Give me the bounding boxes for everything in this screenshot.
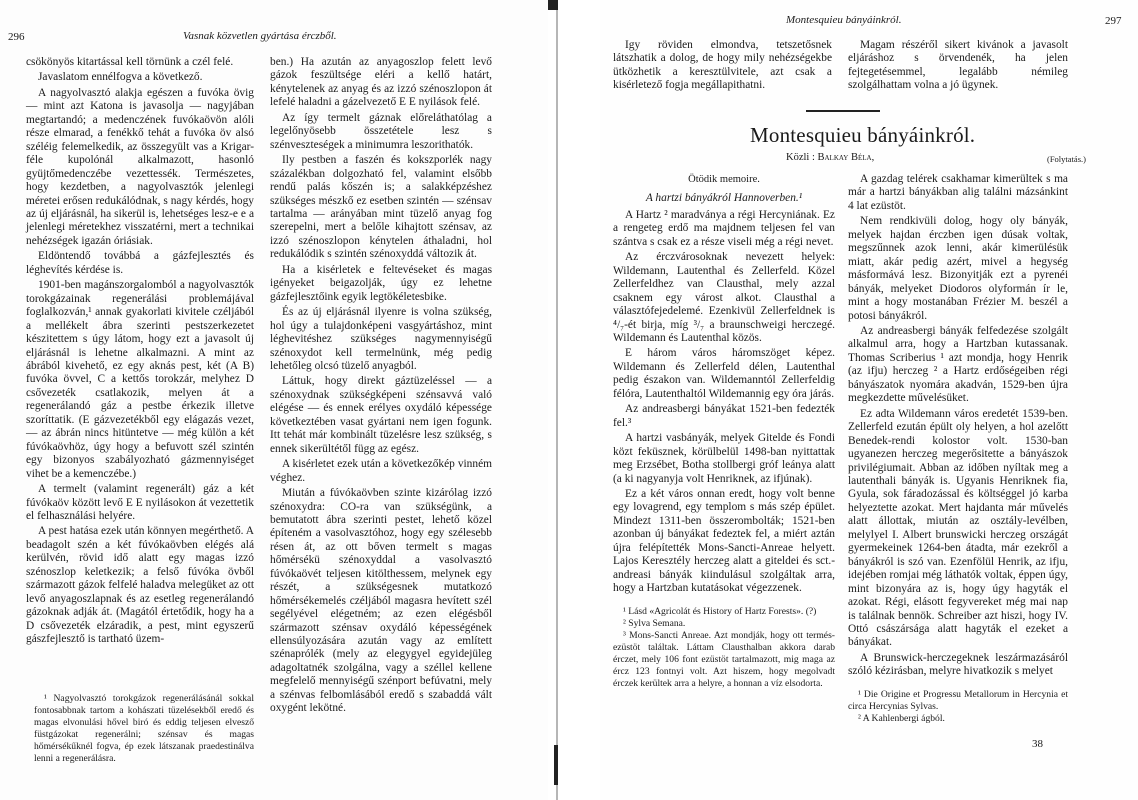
right-column-1 [613,173,835,690]
paragraph: És az új eljárásnál ilyenre is volna szükség, hol úgy a tulajdonképeni vasgyártáshoz, mint léghevitéshez szükséges nagymennyiségű szénoxydot kell termelnünk, még pedig lehetőleg olcsó tüzelő anyagból. [270,306,492,372]
paragraph: Az így termelt gáznak előreláthatólag a legelőnyösebb összetétele lesz s szénveszteségek a minimumra leszorithatók. [270,111,492,151]
binding-shadow [554,745,558,785]
right-footnotes-1 [613,606,835,691]
paragraph: Igy röviden elmondva, tetszetősnek látszhatik a dolog, de hogy mily nehézségekbe ütközhetik a keresztülvitele, azt csak a kisérletező fogja megállapithatni. [613,39,832,92]
paragraph: A hartzi vasbányák, melyek Gitelde és Fondi közt feküsznek, körülbelül 1498-ban nyittattak meg Erzsébet, Botha stollbergi gróf leánya alatt (a ki nagyanyja volt Henriknek, az ifjúnak). [613,432,835,485]
paragraph: A pest hatása ezek után könnyen megérthető. A beadagolt szén a két fúvókaövben elégés alá kerülvén, rövid idő alatt egy magas izzó szénoszlop keletkezik; a felső fúvóka övből származott gázok felfelé haladva melegüket az ott levő anyagoszlapnak és az esetleg regenerálandó gázoknak adják át. (Magától értetődik, hogy ha a D csővezeték elzáradik, a pest, mint egyszerű gászfejlesztő is tartható üzem- [26,525,254,646]
paragraph: Az andreasbergi bányákat 1521-ben fedezték fel.³ [613,403,835,429]
paragraph: Nem rendkivüli dolog, hogy oly bányák, melyek hajdan érczben igen dúsak voltak, megszűnnek azok lenni, akár kimerülésük miatt, akár pedig azért, mivel a hegység másformává lesz. Bizonyitják ezt a pyrenéi bányák, melyeket Diodoros olyformán ír le, mint a hogy mostanában Frézier M. beszél a potosi bányákról. [848,215,1068,322]
paragraph: A termelt (valamint regenerált) gáz a két fúvókaöv között levő E E nyilásokon át vezettetik el felhasználási helyére. [26,483,254,522]
paragraph: csökönyös kitartással kell törnünk a czél felé. [26,56,234,68]
left-page [0,0,548,800]
byline [786,152,874,163]
paragraph: A nagyolvasztó alakja egészen a fuvóka övig — mint azt Katona is javasolja — nagyjában megtartandó; a medenczének fuvókaövön alóli része elmarad, a fenékkő tehát a fuvóka öv alsó széléig felemelkedik, az összegyült vas a Krigar-féle kupolónál alkalmazott, hasonló gyüjtőmedenczébe vezettessék. Természetes, hogy kezdetben, a nagyolvasztók jelenlegi méretei erősen redukálódnak, s nagy kérdés, hogy az új eljárásnál, ha sikerül is, lehetséges lesz-e e a jelenlegi méretekhez visszatérni, mert a technikai nehézségek igazán óriásiak. [26,86,254,247]
footnote: ² Sylva Semana. [623,617,686,629]
right-column-2-body [848,173,1068,679]
paragraph: Az andreasbergi bányák felfedezése szolgált alkalmul arra, hogy a Hartzban kutassanak. Thomas Scriberius ¹ azt mondja, hogy Henrik (az ifju) herczeg ² a Hartz erdőségeiben régi bányászatok nyomára akadván, 1529-ben újra megkezdette művelésüket. [848,324,1068,405]
continued-note: (Folytatás.) [1047,154,1086,164]
article-title: Montesquieu bányáinkról. [750,123,976,147]
paragraph: Láttuk, hogy direkt gáztüzeléssel — a szénoxydnak szükségképeni szénsavvá való elégése — és ennek erélyes oxydáló képessége következtében vasat gyártani nem igen fogunk. Itt tehát már kombinált tüzelésre lesz szükség, s ennek sikerültétől függ az egész. [270,375,492,455]
page-number: 297 [1105,15,1122,27]
paragraph: A Hartz ² maradványa a régi Hercyniának. Ez a rengeteg erdő ma majdnem teljesen fel van szántva s csak ez a része viseli még a régi nevet. [613,208,835,248]
footnote: ¹ Die Origine et Progressu Metallorum in Hercynia et circa Hercynias Sylvas. [848,688,1068,712]
paragraph: A Brunswick-herczegeknek leszármazásáról szóló kézirásban, melyre hivatkozik s melyet [848,651,1068,678]
paragraph: Ez adta Wildemann város eredetét 1539-ben. Zellerfeld ezután épült oly helyen, a hol azelőtt Benedek-rendi kolostor volt. 1530-ban ugyanezen herczeg megerősitette a bányászok privilégiumait. Abban az időben nyíltak meg a lautenthali bányák is. Ugyanis Henriknek fia, Gyula, sok fáradozással és költséggel jó karba helyeztette azokat. Mert hajdanta már művelés alatt állottak, miután az osztály-levélben, melylyel I. Albert brunswicki herczeg országát gyermekeinek 1264-ben átadta, már ezekről a bányákról is szó van. Ezenfölül Henrik, az ifju, idejében romjai még láthatók voltak, éppen úgy, mint bizonyára az is, hogy úgy hagyták el azokat. Régi, elásott fegyvereket még mai nap is találnak bennök. Schreiber azt hiszi, hogy IV. Ottó császársága alatt hagyták el ezeket a bányákat. [848,407,1068,649]
section-divider [806,110,880,112]
paragraph: Ily pestben a faszén és kokszporlék nagy százalékban dolgozható fel, valamint elsőbb rendű palás kőszén is; a salakképzéshez szükséges mészkő ez esetben szintén — szénsav tartalma — arányában mint tüzelő anyag fog szerepelni, mert a belőle kihajtott szénsav, az izzó szénoszlopon kénytelen áthaladni, hol redukálódik s szintén szénoxyddá változik át. [270,154,492,261]
right-column-1-body [613,209,835,596]
signature-mark: 38 [1032,738,1043,750]
author-name: Balkay Béla, [817,152,875,163]
left-column-2 [270,56,492,716]
paragraph: Ha a kisérletek e feltevéseket és magas igényeket beigazolják, úgy ez lehetne gázfejlesztőink egyik legtökéletesbike. [270,263,492,303]
binding-edge [556,0,558,800]
paragraph: Javaslatom ennélfogva a következő. [38,71,203,84]
paragraph: Ez a két város onnan eredt, hogy volt benne egy lovagrend, egy templom s más szép épület. Mindezt 1311-ben összerombolták; 1521-ben azonban új bányákat fedeztek fel, a miért aztán újra felépítették Mons-Sancti-Anreae helyett. Lajos Keresztély herczeg alatt a giteldei és sct.-andreasi bányák kiindulásul szolgáltak arra, hogy a Hartzban kutatásokat végezzenek. [613,487,835,595]
left-column-1 [26,56,254,646]
paragraph: Magam részéről sikert kivánok a javasolt eljáráshoz s örvendenék, ha jelen fejtegetésemmel, legalább némileg szolgálhattam volna a jó ügynek. [848,39,1068,92]
paragraph: Miután a fúvókaövben szinte kizárólag izzó szénoxydra: CO-ra van szükségünk, a bemutatott ábra szerinti pestet, lehető közel építeném a vasolvasztóhoz, hogy egy szélesebb résen át, az ott bőven termelt s magas hőmérsékü szénoxyddal a vasolvasztó fúvókaövét teljesen kitölthessem, melynek egy részét, a szükségesnek mutatkozó hőmérsékemelés czéljából magasra hevített szél segélyével elégetném; az ezen elégésből származott szénsav oxydáló képességének ellensúlyozására azután vagy az említett szénaprólék (mely az elegygyel egyidejüleg adagoltatnék szolgálna, vagy a széllel kellene megfelelő mennyiségű szénport befúvatni, mely a szénvas felbomlásából eredő s szabaddá vált oxygént lekötné. [270,487,492,715]
paragraph: Eldöntendő továbbá a gázfejlesztés és léghevítés kérdése is. [26,250,254,276]
footnote: ³ Mons-Sancti Anreae. Azt mondják, hogy ott termés-ezüstöt találtak. Láttam Clausthalban akkora darab érczet, mely 106 font ezüstöt tartalmazott, mig maga az ércz 123 fontnyi volt. Azt hiszem, hogy megolvadt érczek kerültek arra a helyre, a honnan a víz elsodorta. [613,629,835,690]
paragraph: 1901-ben magánszorgalomból a nagyolvasztók torokgázainak regenerálási problemájával foglalkozván,¹ annak gyakorlati kivitele czéljából a mellékelt ábra szerinti pestszerkezetet készitettem s úgy látom, hogy ezt a javasolt új eljárásnál is lehetne alkalmazni. A mint az ábrából kivehető, ez egy aknás pest, két (A B) fuvóka övvel, C a kettős torokzár, melyhez D csővezeték csatlakozik, melyen át a regenerálandó gáz a pestbe érkezik illetve szoríttatik. (E gázvezetékből egy elágazás vezet, — az ábrán nincs hitüntetve — még külön a két fúvókaövhöz, úgy hogy a befuvott szél szintén egy bizonyos szabályozható gázmennyiséget vihet be a kemenczébe.) [26,279,254,480]
running-head: Vasnak közvetlen gyártása érczből. [183,30,337,42]
right-top-column-2 [848,39,1068,93]
footnote: ¹ Nagyolvasztó torokgázok regenerálásánál sokkal fontosabbnak tartom a kohászati tüzelésekből eredő és magas elvonulási hővel biró és eddig teljesen elvesző füstgázokat regenerálni; szénsav és magas hőmérsékűknél fogva, ép ezek látszanak praedestinálva lenni a regenerálásra. [34,693,254,765]
running-head: Montesquieu bányáinkról. [786,14,902,26]
section-heading: A hartzi bányákról Hannoverben.¹ [645,192,803,205]
left-footnotes [34,693,254,766]
paragraph: E három város háromszöget képez. Wildemann és Zellerfeld délen, Lautenthal pedig északon van. Wildemanntól Zellerfeldig félóra, Lautenthaltól Wildemannig egy óra járás. [613,347,835,400]
paragraph: A kisérletet ezek után a következőkép vinném véghez. [270,458,492,484]
paragraph: ben.) Ha azután az anyagoszlop felett levő gázok feszültsége eléri a kellő határt, kénytelenek az anyag és az izzó szénoszlopon át lefelé haladni a gázelvezető E E nyilások felé. [270,56,492,109]
right-top-column-1 [613,39,832,93]
footnote: ¹ Lásd «Agricolát és History of Hartz Forests». (?) [623,605,817,617]
paragraph: Az érczvárosoknak nevezett helyek: Wildemann, Lautenthal és Zellerfeld. Közel Zellerfeldhez van Clausthal, mely azzal csaknem egy várost alkot. Clausthal a választófejedelemé. Ezenkivül Zellerfeldnek is ⁴/₇-ét birja, míg ³/₇ a braunschweigi herczegé. Wildemann és Lautenthal közös. [613,251,835,344]
paragraph: A gazdag telérek csakhamar kimerültek s ma már a hartzi bányákban alig találni mázsánkint 4 lat ezüstöt. [848,173,1068,212]
memoir-heading: Ötödik memoire. [688,174,760,185]
right-footnotes-2 [848,689,1068,725]
page-number: 296 [8,31,25,43]
byline-prefix: Közli : [786,152,815,163]
right-column-2 [848,173,1068,725]
footnote: ² A Kahlenbergi ágból. [858,712,945,724]
binding-shadow [548,0,558,10]
